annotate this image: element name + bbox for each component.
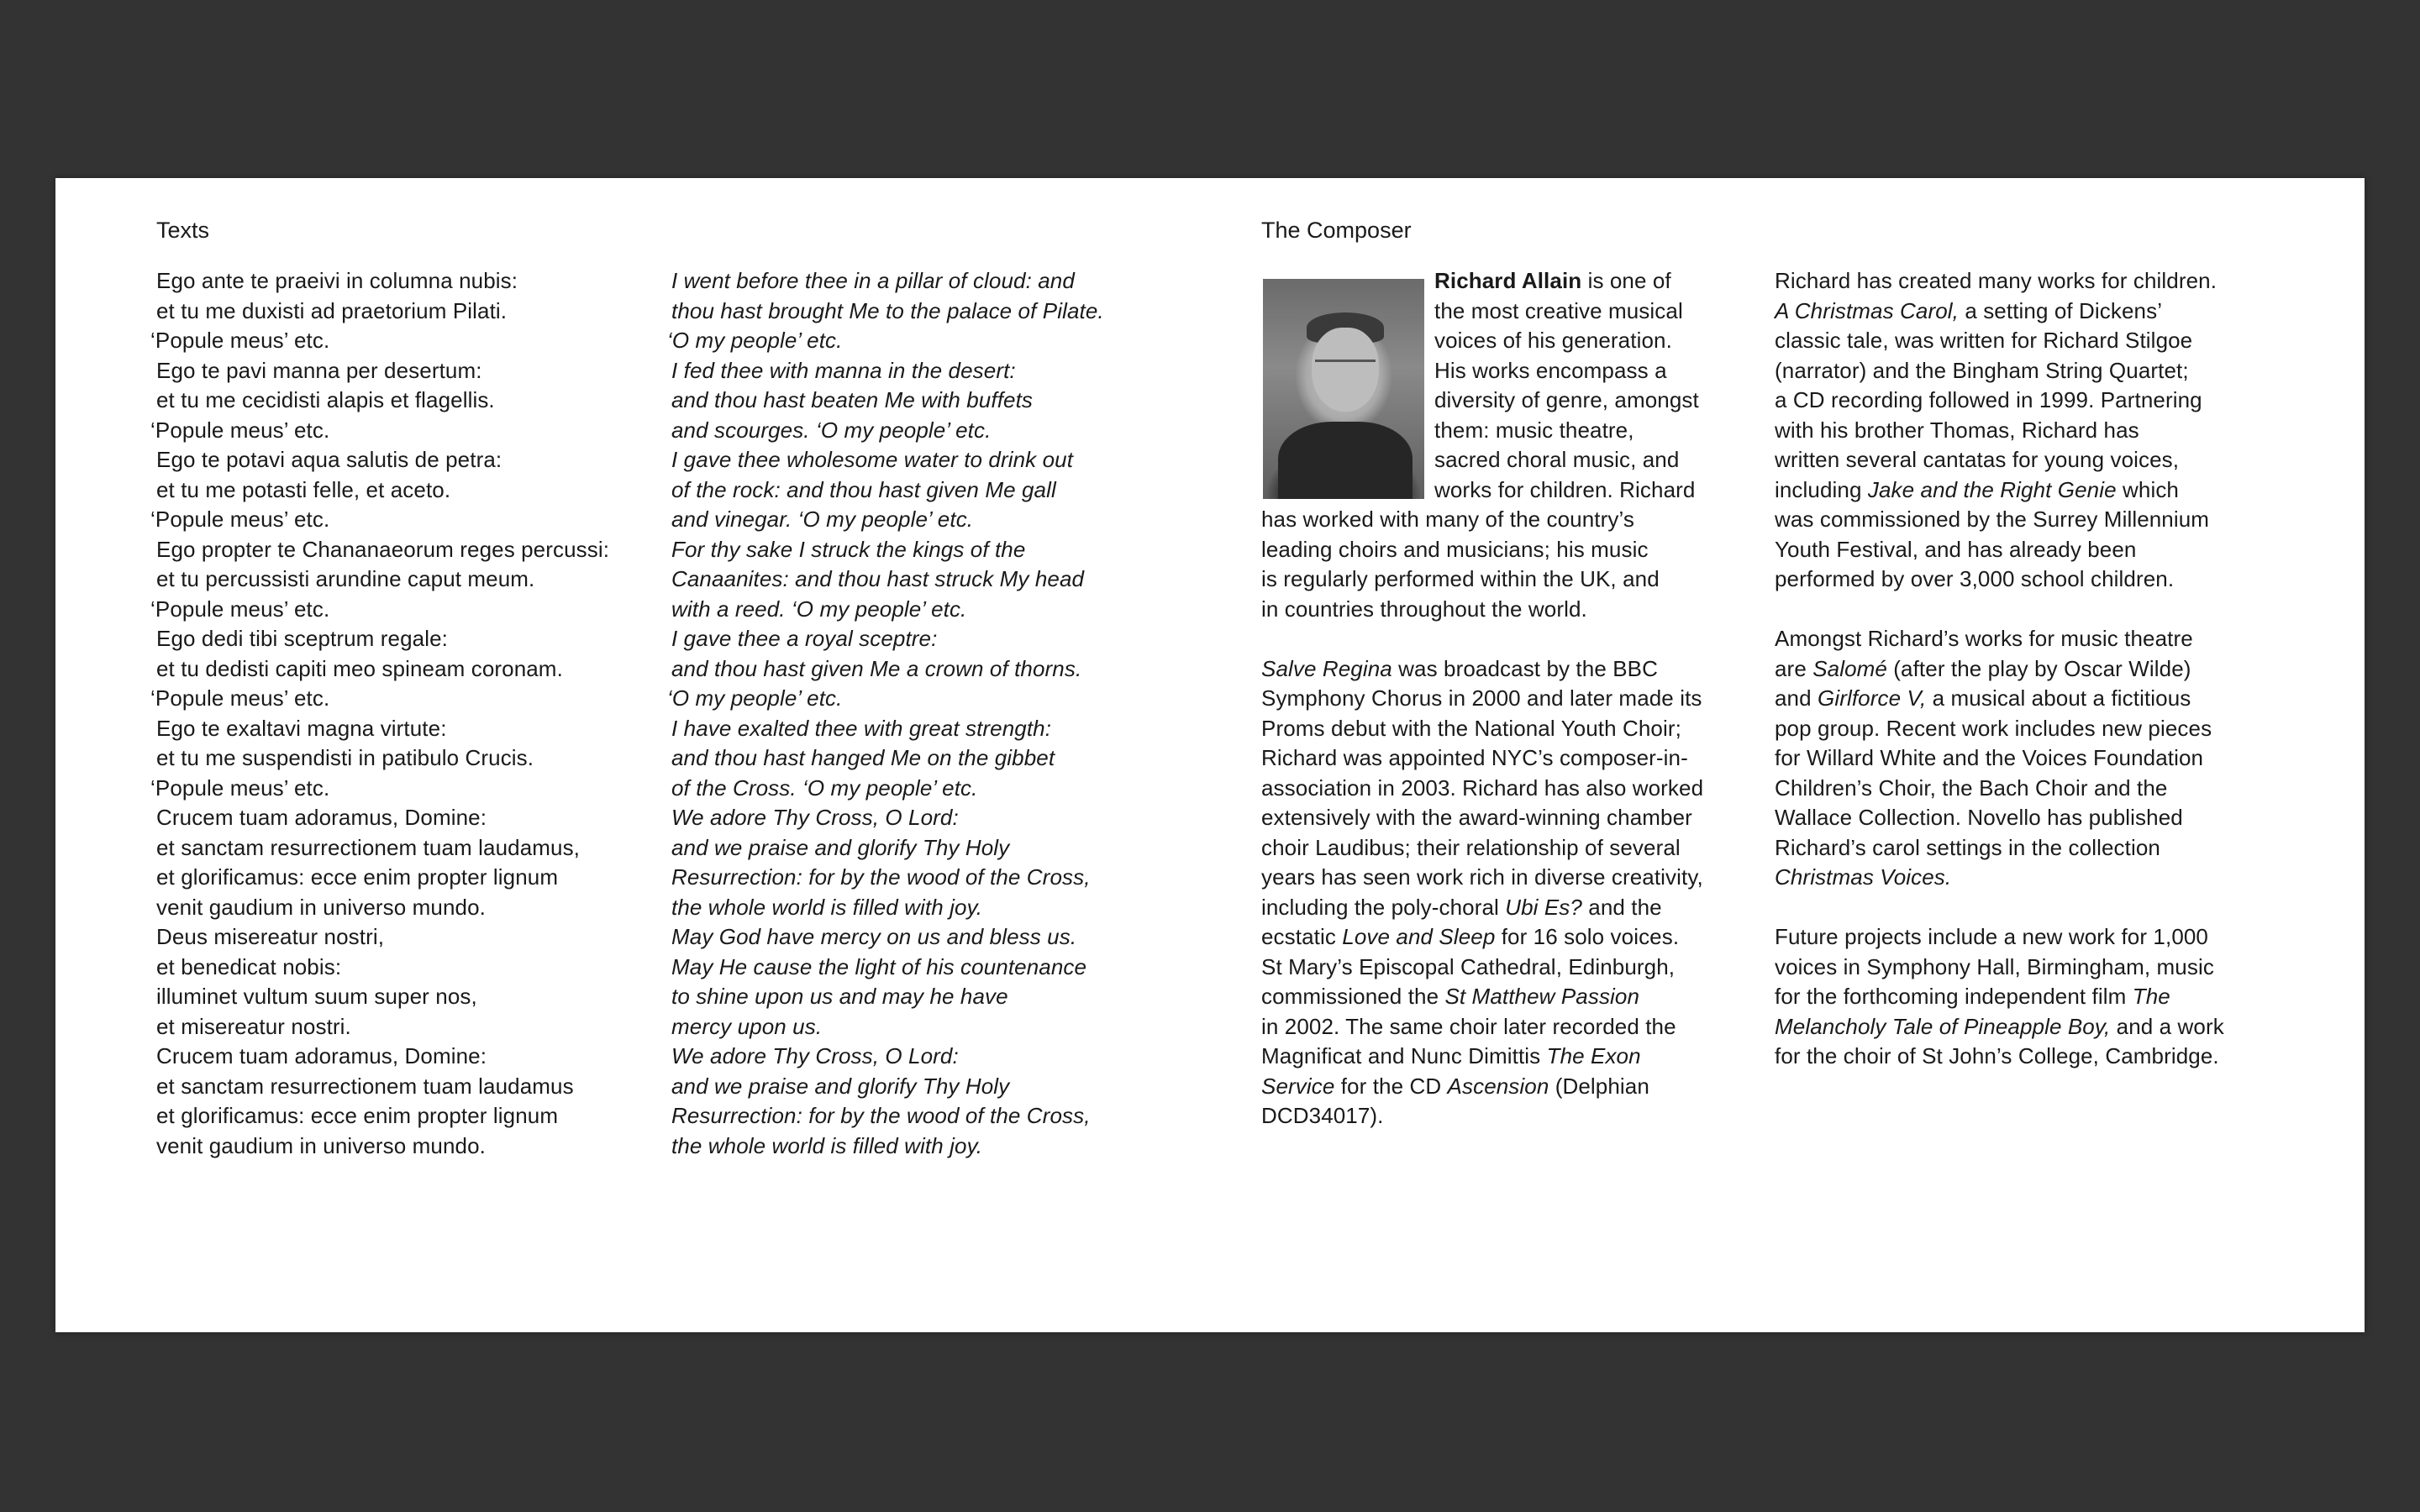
bio-line: diversity of genre, amongst — [1434, 387, 1699, 412]
bio-text: are — [1775, 655, 1813, 681]
bio-line — [1775, 654, 2224, 685]
work-title: Salomé — [1812, 655, 1887, 681]
english-line: thou hast brought Me to the palace of Pilate. — [671, 297, 1104, 323]
english-line: of the Cross. ‘O my people’ etc. — [671, 774, 978, 801]
bio-text: for 16 solo voices. — [1495, 924, 1680, 949]
latin-line: Ego ante te praeivi in columna nubis: — [156, 268, 518, 293]
bio-line: is regularly performed within the UK, and — [1261, 566, 1660, 591]
work-title: Ubi Es? — [1505, 894, 1582, 920]
english-line: We adore Thy Cross, O Lord: — [671, 1043, 959, 1068]
bio-line — [1775, 684, 2224, 714]
bio-line: association in 2003. Richard has also worked — [1261, 774, 1704, 801]
english-line: and thou hast beaten Me with buffets — [671, 387, 1033, 412]
bio-line: His works encompass a — [1434, 357, 1667, 383]
photo-glasses — [1315, 360, 1376, 377]
latin-line: venit gaudium in universo mundo. — [156, 1132, 486, 1158]
work-title: Ascension — [1447, 1073, 1549, 1099]
bio-line: them: music theatre, — [1434, 417, 1634, 443]
work-title: The — [2132, 984, 2170, 1009]
bio-text: a musical about a fictitious — [1926, 685, 2191, 711]
latin-line: illuminet vultum suum super nos, — [156, 984, 477, 1009]
bio-col2-text — [1775, 266, 2224, 1072]
bio-line: was commissioned by the Surrey Millennium — [1775, 507, 2210, 532]
latin-line: ‘Populе meus’ etc. — [150, 417, 330, 443]
english-line: ‘O my people’ etc. — [667, 685, 843, 711]
bio-line: Richard was appointed NYC’s composer-in- — [1261, 745, 1688, 770]
latin-line: et tu me cecidisti alapis et flagellis. — [156, 387, 495, 412]
bio-line: pop group. Recent work includes new pieces — [1775, 715, 2212, 741]
booklet-spread — [55, 178, 2365, 1332]
bio-text: (after the play by Oscar Wilde) — [1886, 655, 2191, 681]
bio-text: was broadcast by the BBC — [1392, 655, 1658, 681]
english-line: and thou hast given Me a crown of thorns. — [671, 655, 1082, 681]
latin-line: et benedicat nobis: — [156, 953, 342, 979]
work-title: St Matthew Passion — [1444, 984, 1640, 1009]
bio-line: voices of his generation. — [1434, 328, 1672, 353]
texts-heading: Texts — [156, 218, 210, 243]
latin-line: Ego te potavi aqua salutis de petra: — [156, 447, 502, 472]
latin-line: ‘Populе meus’ etc. — [150, 507, 330, 532]
bio-line: for Willard White and the Voices Foundation — [1775, 745, 2204, 770]
bio-line: works for children. Richard — [1434, 476, 1696, 502]
bio-line: has worked with many of the country’s — [1261, 507, 1634, 532]
bio-line — [1261, 654, 1703, 685]
bio-line — [1775, 863, 2224, 893]
bio-line: Proms debut with the National Youth Choir; — [1261, 715, 1681, 741]
bio-line: DCD34017). — [1261, 1103, 1384, 1128]
work-title: Melancholy Tale of Pineapple Boy, — [1775, 1013, 2111, 1039]
bio-line — [1261, 1042, 1703, 1072]
latin-line: et tu percussisti arundine caput meum. — [156, 566, 535, 591]
bio-line — [1775, 982, 2224, 1012]
bio-line — [1261, 1072, 1703, 1102]
bio-text: including the poly-choral — [1261, 894, 1506, 920]
latin-line: Ego propter te Chananaeorum reges percussi: — [156, 536, 610, 562]
english-line: and thou hast hanged Me on the gibbet — [671, 745, 1055, 770]
english-line: I fed thee with manna in the desert: — [671, 357, 1016, 383]
bio-line: Richard’s carol settings in the collection — [1775, 834, 2160, 860]
paragraph-gap — [1775, 595, 2224, 625]
bio-line: choir Laudibus; their relationship of several — [1261, 834, 1681, 860]
latin-line: et tu dedisti capiti meo spineam coronam. — [156, 655, 563, 681]
bio-line: sacred choral music, and — [1434, 447, 1680, 472]
english-line: and we praise and glorify Thy Holy — [671, 834, 1010, 860]
bio-text: and the — [1581, 894, 1662, 920]
composer-name: Richard Allain — [1434, 268, 1582, 293]
bio-line: (narrator) and the Bingham String Quartet; — [1775, 357, 2189, 383]
latin-line: et tu me suspendisti in patibulo Crucis. — [156, 745, 534, 770]
bio-line: St Mary’s Episcopal Cathedral, Edinburgh, — [1261, 953, 1676, 979]
bio-text: and — [1775, 685, 1818, 711]
latin-line: et tu me duxisti ad praetorium Pilati. — [156, 297, 508, 323]
work-title: Salve Regina — [1261, 655, 1392, 681]
work-title: Christmas Voices. — [1775, 864, 1952, 890]
work-title: Love and Sleep — [1342, 924, 1496, 949]
latin-line: et sanctam resurrectionem tuam laudamus, — [156, 834, 580, 860]
bio-text: for the CD — [1334, 1073, 1448, 1099]
english-line: I gave thee wholesome water to drink out — [671, 447, 1074, 472]
bio-line: Symphony Chorus in 2000 and later made its — [1261, 685, 1702, 711]
bio-text: (Delphian — [1549, 1073, 1649, 1099]
bio-line — [1775, 1012, 2224, 1042]
english-line: I have exalted thee with great strength: — [671, 715, 1052, 741]
bio-text: ecstatic — [1261, 924, 1343, 949]
paragraph-gap — [1775, 893, 2224, 923]
english-line: May God have mercy on us and bless us. — [671, 924, 1077, 949]
composer-photo — [1263, 279, 1424, 499]
english-line: the whole world is filled with joy. — [671, 894, 983, 920]
latin-line: ‘Populе meus’ etc. — [150, 685, 330, 711]
bio-text: is one of — [1581, 268, 1671, 293]
latin-line: Ego dedi tibi sceptrum regale: — [156, 626, 448, 651]
latin-line: ‘Populе meus’ etc. — [150, 328, 330, 353]
work-title: The Exon — [1546, 1043, 1641, 1068]
bio-text: Magnificat and Nunc Dimittis — [1261, 1043, 1547, 1068]
english-line: and vinegar. ‘O my people’ etc. — [671, 507, 974, 532]
english-line: to shine upon us and may he have — [671, 984, 1008, 1009]
work-title: Girlforce V, — [1818, 685, 1927, 711]
english-line: and we praise and glorify Thy Holy — [671, 1073, 1010, 1099]
bio-line: a CD recording followed in 1999. Partnering — [1775, 387, 2202, 412]
bio-text: commissioned the — [1261, 984, 1445, 1009]
english-line: mercy upon us. — [671, 1013, 823, 1039]
bio-line: the most creative musical — [1434, 297, 1683, 323]
bio-line: in countries throughout the world. — [1261, 596, 1587, 622]
bio-text: including — [1775, 476, 1868, 502]
work-title: Service — [1261, 1073, 1335, 1099]
english-line: with a reed. ‘O my people’ etc. — [671, 596, 967, 622]
bio-line: Richard has created many works for children. — [1775, 268, 2217, 293]
bio-line — [1775, 475, 2224, 506]
latin-line: et sanctam resurrectionem tuam laudamus — [156, 1073, 574, 1099]
english-line: I went before thee in a pillar of cloud: and — [671, 268, 1075, 293]
latin-line: et misereatur nostri. — [156, 1013, 351, 1039]
bio-line: voices in Symphony Hall, Birmingham, music — [1775, 953, 2214, 979]
work-title: Jake and the Right Genie — [1867, 476, 2117, 502]
bio-line: Children’s Choir, the Bach Choir and the — [1775, 774, 2168, 801]
bio-line: Future projects include a new work for 1,000 — [1775, 924, 2208, 949]
latin-line: ‘Populе meus’ etc. — [150, 596, 330, 622]
english-line: May He cause the light of his countenance — [671, 953, 1087, 979]
english-line: For thy sake I struck the kings of the — [671, 536, 1026, 562]
english-line: ‘O my people’ etc. — [667, 328, 843, 353]
latin-line: Deus misereatur nostri, — [156, 924, 385, 949]
bio-line: in 2002. The same choir later recorded the — [1261, 1013, 1676, 1039]
english-line: of the rock: and thou hast given Me gall — [671, 476, 1056, 502]
bio-line: Amongst Richard’s works for music theatre — [1775, 626, 2193, 651]
bio-text: a setting of Dickens’ — [1959, 297, 2163, 323]
english-line: the whole world is filled with joy. — [671, 1132, 983, 1158]
bio-line — [1434, 266, 1699, 297]
english-translation-column — [667, 266, 1104, 1161]
latin-line: et tu me potasti felle, et aceto. — [156, 476, 451, 502]
bio-line: with his brother Thomas, Richard has — [1775, 417, 2139, 443]
bio-col1-full-text — [1261, 505, 1703, 1131]
latin-line: Ego te exaltavi magna virtute: — [156, 715, 447, 741]
latin-line: et glorificamus: ecce enim propter lignum — [156, 864, 559, 890]
paragraph-gap — [1261, 624, 1703, 654]
bio-line: classic tale, was written for Richard Stilgoe — [1775, 328, 2193, 353]
english-line: I gave thee a royal sceptre: — [671, 626, 938, 651]
bio-line: Youth Festival, and has already been — [1775, 536, 2137, 562]
bio-line: written several cantatas for young voices, — [1775, 447, 2180, 472]
english-line: Resurrection: for by the wood of the Cross, — [671, 864, 1091, 890]
english-line: Canaanites: and thou hast struck My head — [671, 566, 1085, 591]
bio-line: performed by over 3,000 school children. — [1775, 566, 2175, 591]
bio-line — [1261, 893, 1703, 923]
work-title: A Christmas Carol, — [1775, 297, 1959, 323]
composer-heading: The Composer — [1261, 218, 1412, 243]
latin-text-column — [150, 266, 610, 1161]
latin-line: et glorificamus: ecce enim propter lignum — [156, 1103, 559, 1128]
bio-line: years has seen work rich in diverse creativity, — [1261, 864, 1703, 890]
latin-line: venit gaudium in universo mundo. — [156, 894, 486, 920]
latin-line: Crucem tuam adoramus, Domine: — [156, 1043, 487, 1068]
bio-line: for the choir of St John’s College, Cambridge. — [1775, 1043, 2219, 1068]
bio-line — [1775, 297, 2224, 327]
bio-line — [1261, 922, 1703, 953]
photo-body — [1278, 422, 1413, 499]
latin-line: Crucem tuam adoramus, Domine: — [156, 805, 487, 830]
bio-line — [1261, 982, 1703, 1012]
bio-col1-wrap-text — [1434, 266, 1699, 505]
bio-line: leading choirs and musicians; his music — [1261, 536, 1649, 562]
bio-text: and a work — [2110, 1013, 2224, 1039]
bio-line: Wallace Collection. Novello has published — [1775, 805, 2183, 830]
bio-text: for the forthcoming independent film — [1775, 984, 2133, 1009]
bio-line: extensively with the award-winning chamber — [1261, 805, 1692, 830]
english-line: We adore Thy Cross, O Lord: — [671, 805, 959, 830]
english-line: and scourges. ‘O my people’ etc. — [671, 417, 992, 443]
english-line: Resurrection: for by the wood of the Cross, — [671, 1103, 1091, 1128]
bio-text: which — [2116, 476, 2179, 502]
latin-line: ‘Populе meus’ etc. — [150, 774, 330, 801]
latin-line: Ego te pavi manna per desertum: — [156, 357, 482, 383]
